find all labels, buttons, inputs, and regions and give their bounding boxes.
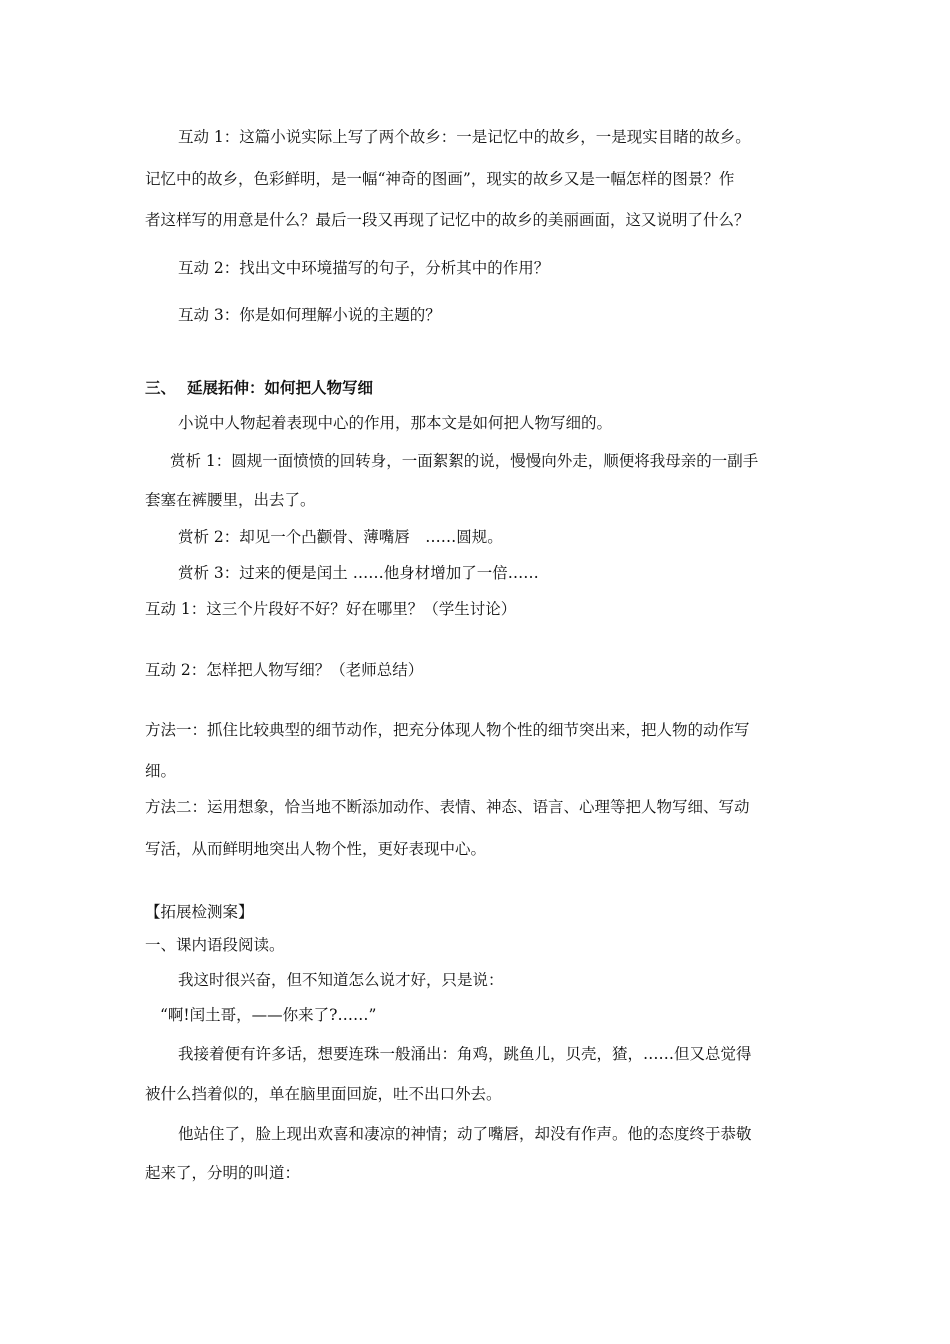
test-para3-line-2: 起来了，分明的叫道： — [145, 1164, 301, 1182]
test-quote: “啊!闰土哥，——你来了?……” — [160, 1006, 377, 1024]
test-para3-line-1: 他站住了，脸上现出欢喜和凄凉的神情；动了嘴唇，却没有作声。他的态度终于恭敬 — [178, 1125, 752, 1143]
shangxi3-text: 赏析 3：过来的便是闰土 ……他身材增加了一倍…… — [178, 564, 539, 582]
hudong2-text: 互动 2：找出文中环境描写的句子，分析其中的作用？ — [178, 259, 550, 277]
hudong2-summary: 互动 2：怎样把人物写细？（老师总结） — [145, 661, 424, 679]
method1-line-1: 方法一：抓住比较典型的细节动作，把充分体现人物个性的细节突出来，把人物的动作写 — [145, 721, 750, 739]
shangxi1-line-2: 套塞在裤腰里，出去了。 — [145, 491, 316, 509]
section-number: 三、 — [145, 378, 177, 397]
section-intro: 小说中人物起着表现中心的作用，那本文是如何把人物写细的。 — [178, 414, 613, 432]
hudong1-line-3: 者这样写的用意是什么？最后一段又再现了记忆中的故乡的美丽画面，这又说明了什么？ — [145, 211, 750, 229]
method2-line-1: 方法二：运用想象，恰当地不断添加动作、表情、神态、语言、心理等把人物写细、写动 — [145, 798, 750, 816]
hudong1-discussion: 互动 1：这三个片段好不好？好在哪里？（学生讨论） — [145, 600, 517, 618]
method1-line-2: 细。 — [145, 762, 177, 780]
test-para2-line-1: 我接着便有许多话，想要连珠一般涌出：角鸡，跳鱼儿，贝壳，猹，……但又总觉得 — [178, 1045, 752, 1063]
test-para2-line-2: 被什么挡着似的，单在脑里面回旋，吐不出口外去。 — [145, 1085, 502, 1103]
hudong1-line-2: 记忆中的故乡，色彩鲜明，是一幅“神奇的图画”，现实的故乡又是一幅怎样的图景？作 — [145, 170, 735, 188]
test-part1: 一、课内语段阅读。 — [145, 936, 285, 954]
test-para1: 我这时很兴奋，但不知道怎么说才好，只是说： — [178, 971, 504, 989]
test-heading: 【拓展检测案】 — [145, 903, 254, 921]
method2-line-2: 写活，从而鲜明地突出人物个性，更好表现中心。 — [145, 840, 487, 858]
hudong3-text: 互动 3：你是如何理解小说的主题的？ — [178, 306, 441, 324]
shangxi1-line-1: 赏析 1：圆规一面愤愤的回转身，一面絮絮的说，慢慢向外走，顺便将我母亲的一副手 — [170, 452, 759, 470]
hudong1-line-1: 互动 1：这篇小说实际上写了两个故乡：一是记忆中的故乡，一是现实目睹的故乡。 — [178, 128, 751, 146]
shangxi2-text: 赏析 2：却见一个凸颧骨、薄嘴唇 ……圆规。 — [178, 528, 503, 546]
section-title: 延展拓伸：如何把人物写细 — [187, 378, 374, 397]
